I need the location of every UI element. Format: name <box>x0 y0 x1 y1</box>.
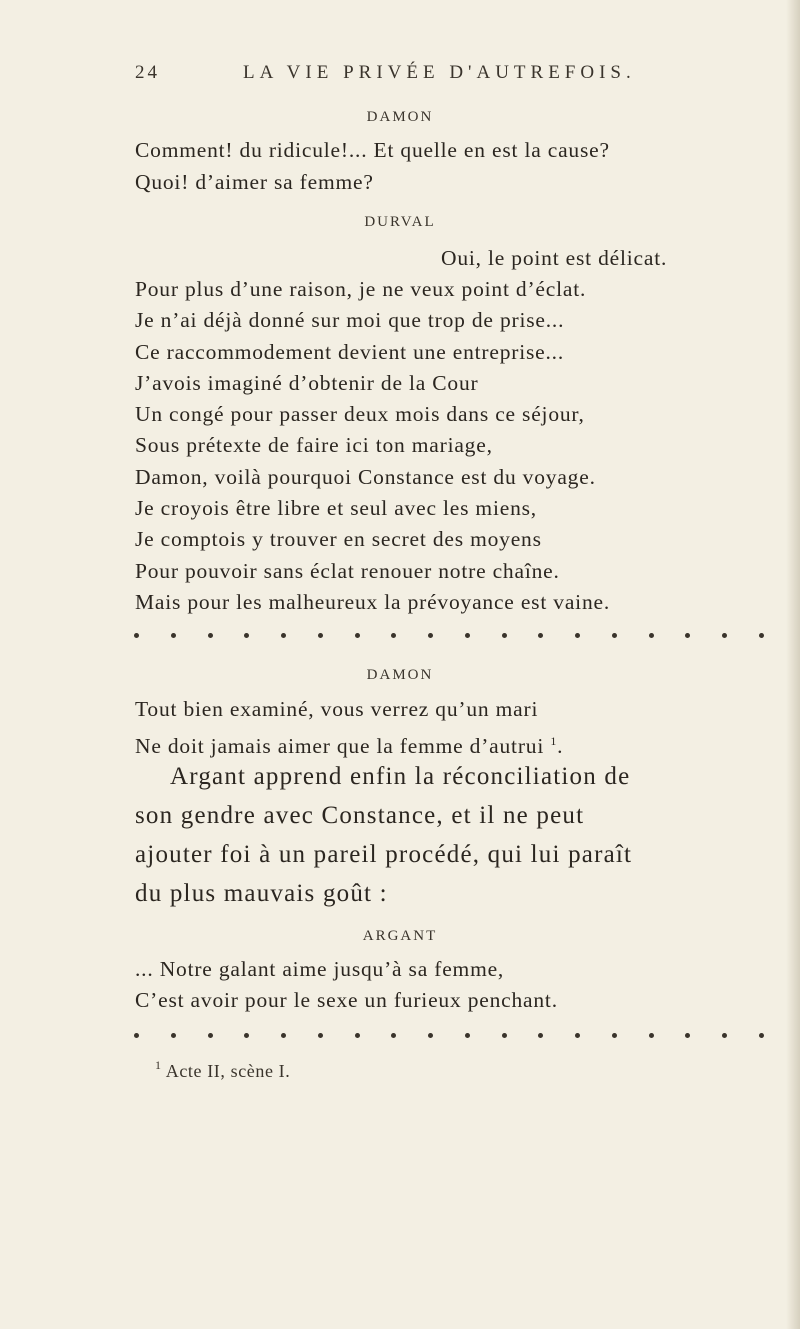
speaker-name: DAMON <box>366 667 434 683</box>
verse-line: Pour plus d’une raison, je ne veux point d’éclat. <box>135 277 587 301</box>
verse-text: Ne doit jamais aimer que la femme d’autrui <box>135 734 545 758</box>
running-title: LA VIE PRIVÉE D'AUTREFOIS. <box>243 62 636 83</box>
verse-line: ... Notre galant aime jusqu’à sa femme, <box>135 957 505 981</box>
verse-line: Je croyois être libre et seul avec les miens, <box>135 496 537 520</box>
verse-line: Quoi! d’aimer sa femme? <box>135 170 374 194</box>
verse-line: Un congé pour passer deux mois dans ce séjour, <box>135 402 585 426</box>
verse-line: Damon, voilà pourquoi Constance est du voyage. <box>135 465 596 489</box>
footnote-reference: 1 <box>550 734 558 748</box>
ellipsis-divider <box>134 1033 764 1041</box>
ellipsis-divider <box>134 633 764 641</box>
verse-line: J’avois imaginé d’obtenir de la Cour <box>135 371 479 395</box>
page-edge-shadow <box>786 0 800 1329</box>
footnote-marker: 1 <box>155 1058 162 1072</box>
page-number: 24 <box>135 62 160 83</box>
verse-line: Comment! du ridicule!... Et quelle en est la cause? <box>135 138 610 162</box>
prose-line: ajouter foi à un pareil procédé, qui lui paraît <box>135 841 633 868</box>
verse-line: Oui, le point est délicat. <box>441 246 668 270</box>
speaker-name: DAMON <box>366 109 434 125</box>
verse-line: Je n’ai déjà donné sur moi que trop de prise... <box>135 308 565 332</box>
verse-line: Pour pouvoir sans éclat renouer notre chaîne. <box>135 559 560 583</box>
prose-line: Argant apprend enfin la réconciliation de <box>170 763 631 790</box>
verse-line: C’est avoir pour le sexe un furieux penchant. <box>135 988 558 1012</box>
prose-line: du plus mauvais goût : <box>135 880 388 907</box>
verse-punctuation: . <box>557 734 564 758</box>
speaker-name: ARGANT <box>362 928 438 944</box>
verse-line: Mais pour les malheureux la prévoyance est vaine. <box>135 590 611 614</box>
footnote <box>155 1058 290 1082</box>
verse-line: Ce raccommodement devient une entreprise... <box>135 340 565 364</box>
verse-line: Tout bien examiné, vous verrez qu’un mari <box>135 697 539 721</box>
speaker-name: DURVAL <box>364 214 436 230</box>
footnote-text: Acte II, scène I. <box>165 1061 291 1081</box>
verse-line: Sous prétexte de faire ici ton mariage, <box>135 433 493 457</box>
verse-line <box>135 727 563 760</box>
prose-line: son gendre avec Constance, et il ne peut <box>135 802 585 829</box>
running-head <box>0 62 800 88</box>
verse-line: Je comptois y trouver en secret des moyens <box>135 527 542 551</box>
